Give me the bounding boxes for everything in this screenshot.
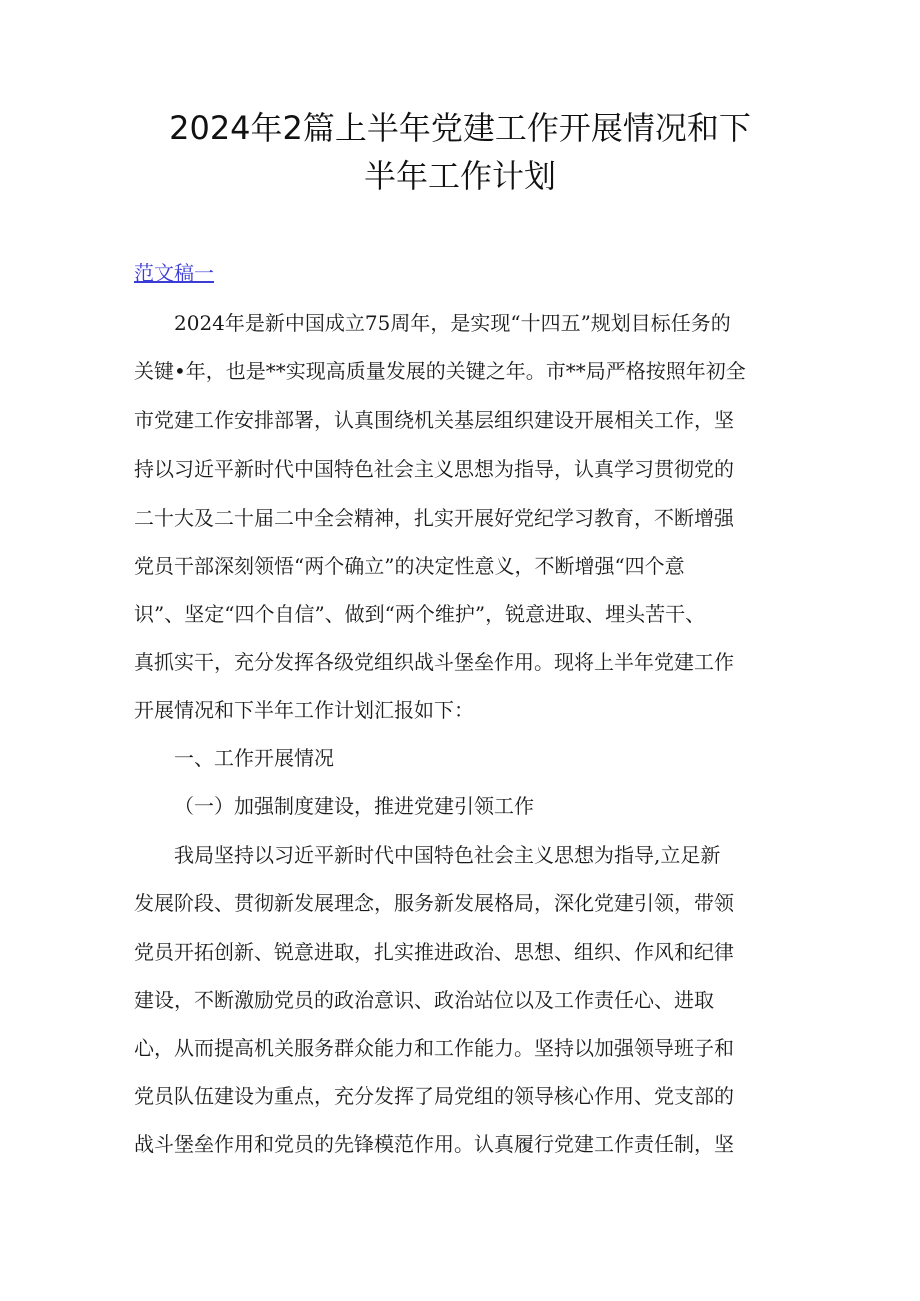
paragraph-1-line: 二十大及二十届二中全会精神，扎实开展好党纪学习教育，不断增强: [134, 506, 734, 530]
paragraph-2-line: 党员队伍建设为重点，充分发挥了局党组的领导核心作用、党支部的: [134, 1084, 734, 1108]
paragraph-1-line: 党员干部深刻领悟“两个确立”的决定性意义，不断增强“四个意: [134, 554, 685, 578]
paragraph-2-line: 战斗堡垒作用和党员的先锋模范作用。认真履行党建工作责任制，坚: [134, 1132, 734, 1156]
paragraph-2-line: 党员开拓创新、锐意进取，扎实推进政治、思想、组织、作风和纪律: [134, 940, 734, 964]
paragraph-1-line: 持以习近平新时代中国特色社会主义思想为指导，认真学习贯彻党的: [134, 457, 734, 481]
paragraph-1-line: 开展情况和下半年工作计划汇报如下：: [134, 698, 474, 722]
document-title-line-1: 2024年2篇上半年党建工作开展情况和下: [169, 109, 751, 147]
paragraph-1-line: 真抓实干，充分发挥各级党组织战斗堡垒作用。现将上半年党建工作: [134, 650, 734, 674]
paragraph-2-line: 我局坚持以习近平新时代中国特色社会主义思想为指导,立足新: [174, 843, 721, 867]
document-title-line-2: 半年工作计划: [363, 157, 556, 195]
paragraph-1-line: 关键•年，也是**实现高质量发展的关键之年。市**局严格按照年初全: [134, 359, 746, 383]
subsection-heading: （一）加强制度建设，推进党建引领工作: [174, 794, 534, 818]
sample-one-link[interactable]: 范文稿一: [134, 261, 214, 285]
paragraph-1-line: 2024年是新中国成立75周年，是实现“十四五”规划目标任务的: [174, 311, 731, 335]
paragraph-1-line: 市党建工作安排部署，认真围绕机关基层组织建设开展相关工作，坚: [134, 408, 734, 432]
paragraph-2-line: 心，从而提高机关服务群众能力和工作能力。坚持以加强领导班子和: [134, 1036, 734, 1060]
paragraph-1-line: 识”、坚定“四个自信”、做到“两个维护”，锐意进取、埋头苦干、: [134, 602, 706, 626]
section-heading: 一、工作开展情况: [174, 746, 334, 770]
paragraph-2-line: 建设，不断激励党员的政治意识、政治站位以及工作责任心、进取: [134, 988, 714, 1012]
paragraph-2-line: 发展阶段、贯彻新发展理念，服务新发展格局，深化党建引领，带领: [134, 891, 734, 915]
